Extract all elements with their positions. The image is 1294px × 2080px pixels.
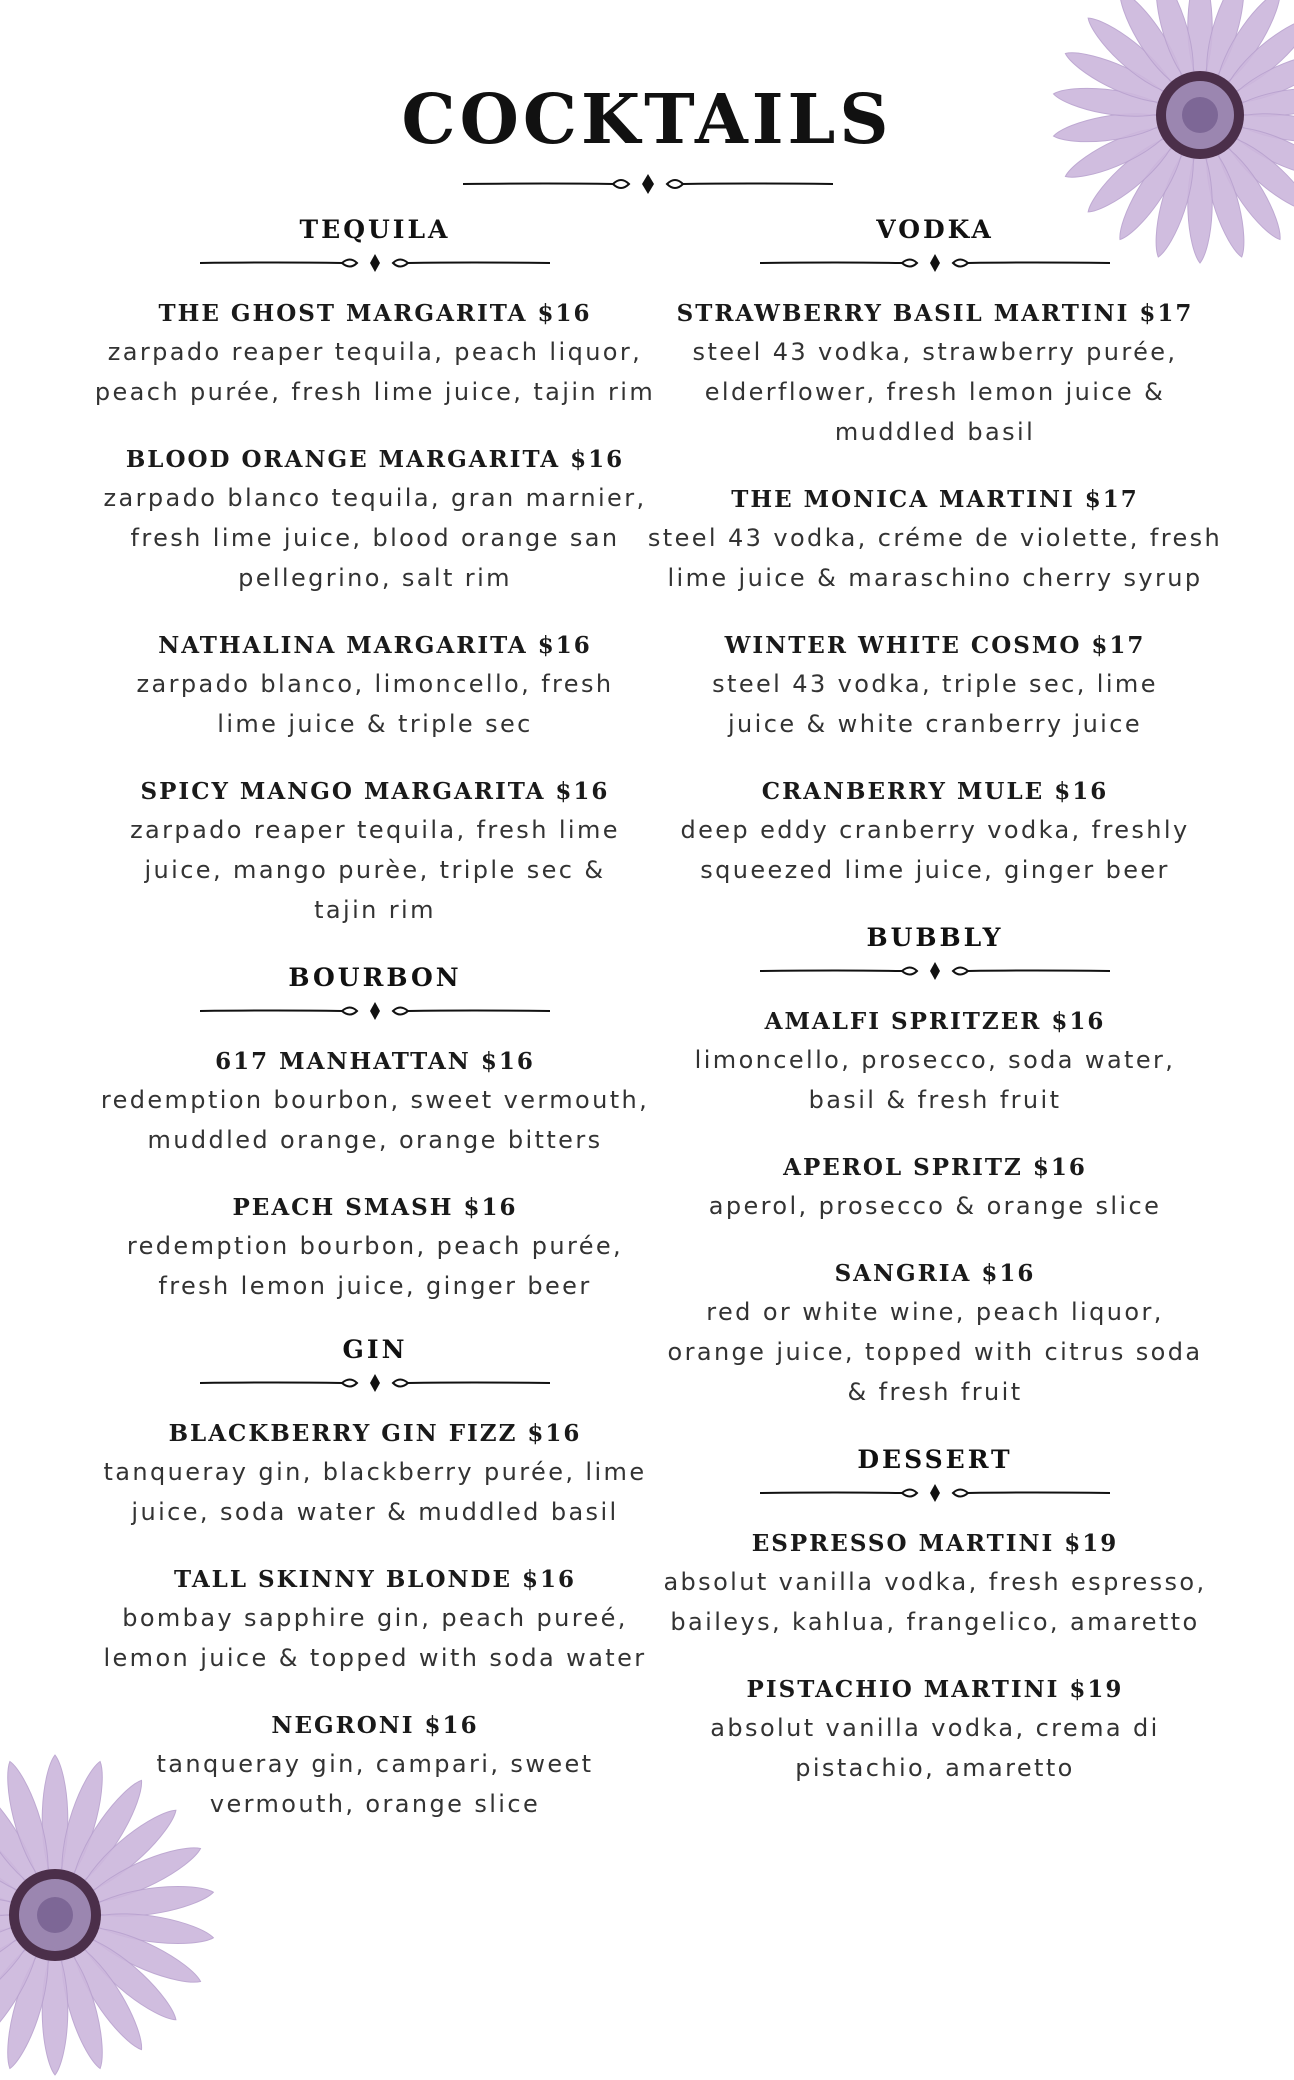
item-description: orange juice, topped with citrus soda [667, 1338, 1203, 1366]
menu-item [80, 628, 670, 744]
item-name: STRAWBERRY BASIL MARTINI $17 [676, 300, 1194, 327]
item-description: tajin rim [314, 896, 436, 924]
item-name: BLACKBERRY GIN FIZZ $16 [168, 1420, 582, 1447]
item-name: NATHALINA MARGARITA $16 [158, 632, 592, 659]
section-divider-icon [200, 252, 550, 274]
item-description: juice, mango purèe, triple sec & [144, 856, 606, 884]
menu-item [645, 482, 1225, 598]
item-description: zarpado reaper tequila, peach liquor, [107, 338, 643, 366]
item-description: pellegrino, salt rim [238, 564, 512, 592]
item-name: NEGRONI $16 [271, 1712, 479, 1739]
section-tequila [80, 212, 670, 930]
section-divider-icon [760, 960, 1110, 982]
item-description: vermouth, orange slice [209, 1790, 541, 1818]
section-heading: TEQUILA [299, 215, 451, 244]
item-description: zarpado blanco tequila, gran marnier, [103, 484, 647, 512]
item-description: juice & white cranberry juice [727, 710, 1143, 738]
menu-item [645, 774, 1225, 890]
item-description: aperol, prosecco & orange slice [708, 1192, 1162, 1220]
item-description: tanqueray gin, campari, sweet [156, 1750, 594, 1778]
title-divider-icon [463, 172, 833, 196]
item-name: THE GHOST MARGARITA $16 [158, 300, 592, 327]
item-description: lime juice & maraschino cherry syrup [667, 564, 1203, 592]
item-description: tanqueray gin, blackberry purée, lime [103, 1458, 647, 1486]
menu-item [645, 296, 1225, 452]
item-description: muddled orange, orange bitters [147, 1126, 603, 1154]
item-name: CRANBERRY MULE $16 [761, 778, 1109, 805]
right-column [645, 212, 1225, 1818]
section-heading: DESSERT [857, 1445, 1013, 1474]
section-heading: VODKA [876, 215, 994, 244]
item-description: basil & fresh fruit [808, 1086, 1062, 1114]
item-description: steel 43 vodka, créme de violette, fresh [647, 524, 1223, 552]
item-description: absolut vanilla vodka, crema di [710, 1714, 1160, 1742]
item-description: limoncello, prosecco, soda water, [694, 1046, 1176, 1074]
menu-item [645, 1256, 1225, 1412]
item-name: WINTER WHITE COSMO $17 [724, 632, 1146, 659]
item-description: zarpado blanco, limoncello, fresh [136, 670, 614, 698]
menu-item [645, 1672, 1225, 1788]
menu-item [80, 1190, 670, 1306]
item-description: fresh lemon juice, ginger beer [158, 1272, 592, 1300]
section-bourbon [80, 960, 670, 1306]
section-divider-icon [200, 1000, 550, 1022]
menu-item [645, 1004, 1225, 1120]
item-description: lime juice & triple sec [217, 710, 533, 738]
item-description: pistachio, amaretto [795, 1754, 1075, 1782]
item-description: steel 43 vodka, triple sec, lime [712, 670, 1158, 698]
section-heading: BOURBON [288, 963, 462, 992]
section-vodka [645, 212, 1225, 890]
item-description: peach purée, fresh lime juice, tajin rim [94, 378, 656, 406]
item-name: PISTACHIO MARTINI $19 [746, 1676, 1124, 1703]
menu-item [80, 1708, 670, 1824]
menu-item [80, 442, 670, 598]
item-name: APEROL SPRITZ $16 [783, 1154, 1087, 1181]
section-dessert [645, 1442, 1225, 1788]
section-heading: BUBBLY [866, 923, 1004, 952]
item-name: 617 MANHATTAN $16 [215, 1048, 535, 1075]
item-description: squeezed lime juice, ginger beer [700, 856, 1170, 884]
item-name: TALL SKINNY BLONDE $16 [173, 1566, 577, 1593]
item-description: baileys, kahlua, frangelico, amaretto [670, 1608, 1200, 1636]
menu-item [80, 1562, 670, 1678]
section-heading: GIN [342, 1335, 408, 1364]
item-description: absolut vanilla vodka, fresh espresso, [663, 1568, 1207, 1596]
menu-title: COCKTAILS [401, 80, 893, 160]
item-description: juice, soda water & muddled basil [131, 1498, 619, 1526]
item-name: ESPRESSO MARTINI $19 [751, 1530, 1119, 1557]
item-description: red or white wine, peach liquor, [706, 1298, 1164, 1326]
menu-item [645, 1150, 1225, 1226]
menu-item [645, 628, 1225, 744]
item-description: fresh lime juice, blood orange san [130, 524, 620, 552]
item-description: deep eddy cranberry vodka, freshly [680, 816, 1190, 844]
item-name: AMALFI SPRITZER $16 [764, 1008, 1106, 1035]
menu-item [80, 1044, 670, 1160]
item-name: SPICY MANGO MARGARITA $16 [140, 778, 610, 805]
item-name: SANGRIA $16 [834, 1260, 1036, 1287]
item-name: BLOOD ORANGE MARGARITA $16 [125, 446, 625, 473]
item-description: muddled basil [834, 418, 1036, 446]
item-description: redemption bourbon, sweet vermouth, [100, 1086, 650, 1114]
section-divider-icon [200, 1372, 550, 1394]
item-description: lemon juice & topped with soda water [103, 1644, 647, 1672]
item-description: & fresh fruit [847, 1378, 1023, 1406]
section-divider-icon [760, 1482, 1110, 1504]
item-description: zarpado reaper tequila, fresh lime [130, 816, 620, 844]
section-gin [80, 1332, 670, 1824]
section-bubbly [645, 920, 1225, 1412]
left-column [80, 212, 670, 1854]
menu-item [80, 1416, 670, 1532]
item-description: bombay sapphire gin, peach pureé, [122, 1604, 628, 1632]
menu-item [645, 1526, 1225, 1642]
item-name: PEACH SMASH $16 [232, 1194, 518, 1221]
item-name: THE MONICA MARTINI $17 [731, 486, 1139, 513]
item-description: redemption bourbon, peach purée, [126, 1232, 624, 1260]
item-description: steel 43 vodka, strawberry purée, [692, 338, 1178, 366]
menu-item [80, 296, 670, 412]
menu-item [80, 774, 670, 930]
section-divider-icon [760, 252, 1110, 274]
item-description: elderflower, fresh lemon juice & [704, 378, 1166, 406]
